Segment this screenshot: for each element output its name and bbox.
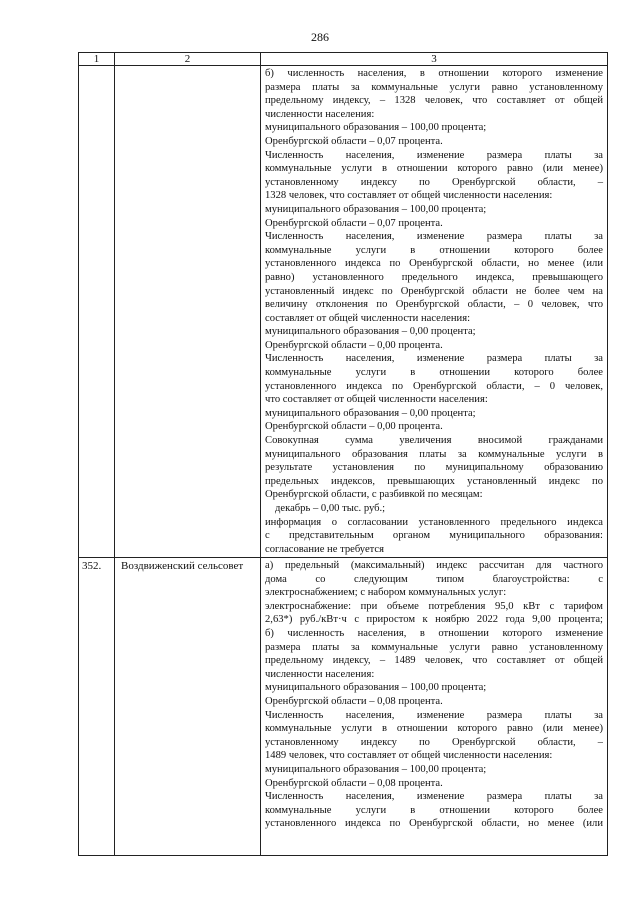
- text-line: установленному индексу по Оренбургской области, –: [265, 176, 603, 188]
- text-line: 2,63*) руб./кВт·ч с приростом к ноябрю 2022 года 9,00 процента;: [265, 614, 603, 626]
- text-line: согласование не требуется: [265, 543, 385, 555]
- text-line: Оренбургской области – 0,08 процента.: [265, 695, 443, 707]
- text-line: предельных индексов, превышающих установленный индекс по: [265, 475, 603, 487]
- content-lines: [265, 559, 603, 854]
- text-line: результате установления по муниципальному образованию: [265, 462, 603, 474]
- row-number: [79, 66, 115, 558]
- text-line: размера платы за коммунальные услуги равно установленному: [265, 81, 603, 93]
- text-line: дома со следующим типом благоустройства: с: [265, 573, 603, 585]
- text-line: б) численность населения, в отношении которого изменение: [265, 68, 603, 79]
- text-line: равно) установленного предельного индекса, превышающего: [265, 271, 603, 283]
- row-content: [261, 558, 608, 856]
- text-line: муниципального образования – 0,00 процента;: [265, 326, 476, 338]
- text-line: 1328 человек, что составляет от общей численности населения:: [265, 190, 553, 202]
- document-table: [78, 52, 608, 856]
- text-line: коммунальные услуги в отношении которого более: [265, 244, 603, 256]
- column-header-3: 3: [261, 53, 608, 66]
- column-header-1: 1: [79, 53, 115, 66]
- text-line: численности населения:: [265, 108, 375, 120]
- text-line: величину отклонения по Оренбургской области, – 0 человек, что: [265, 299, 603, 311]
- text-line: б) численность населения, в отношении которого изменение: [265, 627, 603, 639]
- text-line: электроснабжение: при объеме потребления 95,0 кВт с тарифом: [265, 600, 603, 612]
- text-line: установленного индекса по Оренбургской области, но менее (или: [265, 818, 603, 830]
- text-line: информация о согласовании установленного предельного индекса: [265, 516, 603, 528]
- text-line: муниципального образования – 100,00 процента;: [265, 122, 487, 134]
- text-line: Численность населения, изменение размера платы за: [265, 709, 603, 721]
- text-line: установленному индексу по Оренбургской области, –: [265, 736, 603, 748]
- text-line: предельному индексу, – 1328 человек, что составляет от общей: [265, 95, 603, 107]
- text-line: Оренбургской области – 0,00 процента.: [265, 339, 443, 351]
- table-row: [79, 558, 608, 856]
- text-line: Численность населения, изменение размера платы за: [265, 149, 603, 161]
- text-line: численности населения:: [265, 668, 375, 680]
- table-header-row: [79, 53, 608, 66]
- text-line: что составляет от общей численности населения:: [265, 394, 488, 406]
- text-line: коммунальные услуги в отношении которого равно (или менее): [265, 163, 603, 175]
- text-line: коммунальные услуги в отношении которого равно (или менее): [265, 723, 603, 735]
- text-line: Численность населения, изменение размера платы за: [265, 231, 603, 243]
- text-line: 1489 человек, что составляет от общей численности населения:: [265, 750, 553, 762]
- text-line: муниципального образования платы за коммунальные услуги в: [265, 448, 603, 460]
- text-line: предельному индексу, – 1489 человек, что составляет от общей: [265, 655, 603, 667]
- text-line: декабрь – 0,00 тыс. руб.;: [275, 503, 386, 514]
- text-line: размера платы за коммунальные услуги равно установленному: [265, 641, 603, 653]
- municipality-name: Воздвиженский сельсовет: [115, 558, 261, 856]
- text-line: Численность населения, изменение размера платы за: [265, 353, 603, 365]
- text-line: Оренбургской области – 0,07 процента.: [265, 217, 443, 229]
- row-content: [261, 66, 608, 558]
- text-line: составляет от общей численности населения:: [265, 312, 471, 324]
- text-line: коммунальные услуги в отношении которого более: [265, 367, 603, 379]
- column-header-2: 2: [115, 53, 261, 66]
- text-line: коммунальные услуги в отношении которого более: [265, 804, 603, 816]
- text-line: установленного индекса по Оренбургской области, но менее (или: [265, 258, 603, 270]
- text-line: муниципального образования – 100,00 процента;: [265, 203, 487, 215]
- text-line: с представительным органом муниципального образования:: [265, 530, 603, 542]
- text-line: электроснабжением; с набором коммунальных услуг:: [265, 587, 507, 599]
- text-line: муниципального образования – 100,00 процента;: [265, 763, 487, 775]
- text-line: муниципального образования – 100,00 процента;: [265, 682, 487, 694]
- text-line: муниципального образования – 0,00 процента;: [265, 407, 476, 419]
- text-line: Оренбургской области – 0,00 процента.: [265, 421, 443, 433]
- table-row: [79, 66, 608, 558]
- municipality-name: [115, 66, 261, 558]
- text-line: установленного индекса по Оренбургской области, – 0 человек,: [265, 380, 603, 392]
- text-line: Оренбургской области, с разбивкой по месяцам:: [265, 489, 483, 501]
- page-number: 286: [311, 30, 329, 44]
- row-number: 352.: [79, 558, 115, 856]
- content-lines: [265, 67, 603, 556]
- text-line: Оренбургской области – 0,08 процента.: [265, 777, 443, 789]
- text-line: Оренбургской области – 0,07 процента.: [265, 135, 443, 147]
- text-line: Численность населения, изменение размера платы за: [265, 791, 603, 803]
- text-line: установленный индекс по Оренбургской области не более чем на: [265, 285, 603, 297]
- text-line: а) предельный (максимальный) индекс рассчитан для частного: [265, 560, 603, 571]
- text-line: Совокупная сумма увеличения вносимой гражданами: [265, 435, 603, 447]
